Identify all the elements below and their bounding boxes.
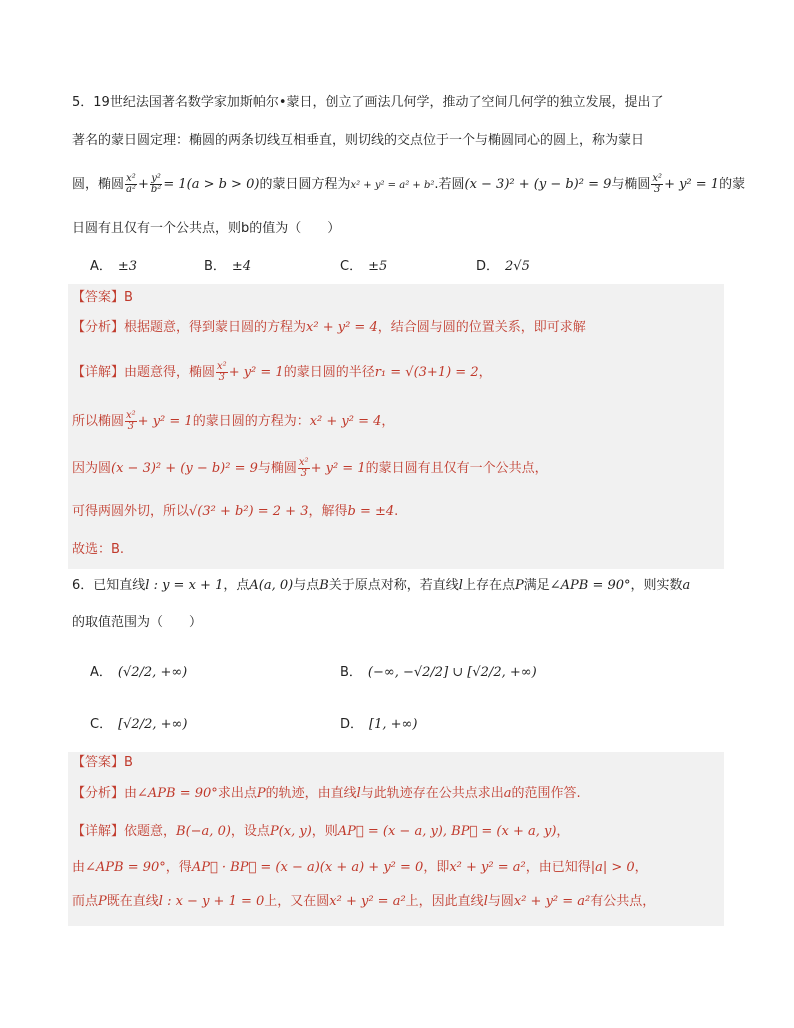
q5-answer: 【答案】B <box>72 290 133 305</box>
q6-from-line: 由∠APB = 90°，得AP⃗ · BP⃗ = (x − a)(x + a) + y² = 0，即x² + y² = a²，由已知得|a| > 0， <box>72 860 648 875</box>
q6-detail: 【详解】依题意，B(−a, 0)，设点P(x, y)，则AP⃗ = (x − a, y), BP⃗ = (x + a, y)， <box>72 824 570 839</box>
fraction: $\frac{\text{x²}}{3}$ <box>126 410 136 432</box>
q6-option-c[interactable]: C． [√2/2, +∞) <box>90 717 188 732</box>
q5-option-d[interactable]: D． 2√5 <box>476 259 530 274</box>
q5-option-a[interactable]: A． ±3 <box>90 259 138 274</box>
q6-option-d[interactable]: D． [1, +∞) <box>340 717 418 732</box>
q5-because-line: 因为圆(x − 3)² + (y − b)² = 9与椭圆 $\frac{\text{x²}}{3}$ + y² = 1的蒙日圆有且仅有一个公共点， <box>72 457 548 479</box>
q5-option-c[interactable]: C． ±5 <box>340 259 388 274</box>
q5-line-1: 5．19世纪法国著名数学家加斯帕尔•蒙日，创立了画法几何学，推动了空间几何学的独立发展，提出了 <box>72 95 664 110</box>
q6-option-b[interactable]: B． (−∞, −√2/2] ∪ [√2/2, +∞) <box>340 665 537 680</box>
q5-line-3: 圆，椭圆 $\frac{\text{x²}}{\text{a²}}$ + $\frac{\text{y²}}{\text{b²}}$ = 1(a > b > 0)的蒙日圆方程为x² + y² = a² + b².若圆(x − 3)² + (y − b)² = 9与椭圆 $\frac{\text{x²}}{3}$ + y² = 1的蒙 <box>72 173 746 195</box>
q6-point-line: 而点P既在直线l : x − y + 1 = 0上，又在圆x² + y² = a²上，因此直线l与圆x² + y² = a²有公共点， <box>72 894 656 909</box>
fraction: $\frac{\text{x²}}{3}$ <box>217 361 227 383</box>
q5-detail: 【详解】由题意得，椭圆 $\frac{\text{x²}}{3}$ + y² = 1的蒙日圆的半径r₁ = √(3+1) = 2， <box>72 361 492 383</box>
q5-choose: 故选：B. <box>72 542 125 557</box>
q6-answer: 【答案】B <box>72 755 133 770</box>
fraction: $\frac{\text{x²}}{3}$ <box>298 457 309 479</box>
fraction: $\frac{\text{x²}}{3}$ <box>652 173 663 195</box>
q6-line-1: 6．已知直线l : y = x + 1，点A(a, 0)与点B关于原点对称，若直线l上存在点P满足∠APB = 90°，则实数a <box>72 578 691 593</box>
q6-line-2: 的取值范围为（ ） <box>72 615 203 630</box>
fraction: $\frac{\text{y²}}{\text{b²}}$ <box>150 173 162 195</box>
q5-option-b[interactable]: B． ±4 <box>204 259 252 274</box>
q6-option-a[interactable]: A． (√2/2, +∞) <box>90 665 188 680</box>
q5-line-4: 日圆有且仅有一个公共点，则b的值为（ ） <box>72 221 341 236</box>
q5-line-2: 著名的蒙日圆定理：椭圆的两条切线互相垂直，则切线的交点位于一个与椭圆同心的圆上，称为蒙日 <box>72 133 645 148</box>
q5-so-line: 所以椭圆 $\frac{\text{x²}}{3}$ + y² = 1的蒙日圆的方程为：x² + y² = 4， <box>72 410 395 432</box>
q5-analysis: 【分析】根据题意，得到蒙日圆的方程为x² + y² = 4，结合圆与圆的位置关系，即可求解 <box>72 320 586 335</box>
q6-analysis: 【分析】由∠APB = 90°求出点P的轨迹，由直线l与此轨迹存在公共点求出a的范围作答. <box>72 786 581 801</box>
fraction: $\frac{\text{x²}}{\text{a²}}$ <box>126 173 136 195</box>
q5-tangent-line: 可得两圆外切，所以√(3² + b²) = 2 + 3，解得b = ±4. <box>72 504 399 519</box>
